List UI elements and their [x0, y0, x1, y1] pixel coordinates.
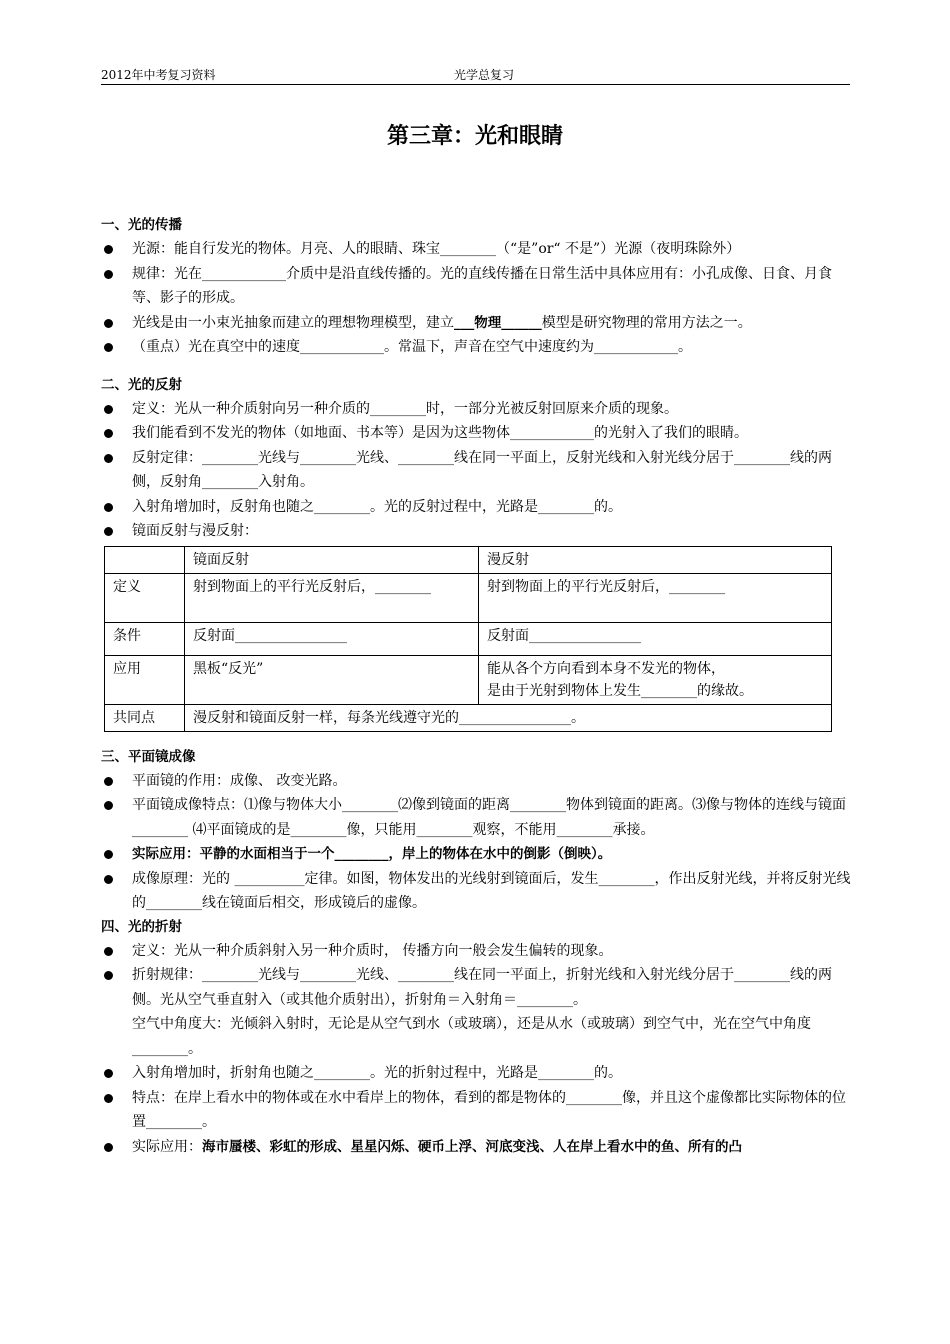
- section-heading-refraction: 四、光的折射: [101, 918, 182, 935]
- table-cell: 定义: [105, 573, 185, 622]
- table-cell: [105, 546, 185, 573]
- list-item: 平面镜的作用：成像、 改变光路。: [101, 769, 853, 794]
- list-item: 入射角增加时，折射角也随之________。光的折射过程中，光路是________的。: [101, 1061, 853, 1086]
- header-rule: [101, 84, 850, 85]
- table-cell: 共同点: [105, 704, 185, 731]
- emphasis-text: 海市蜃楼、彩虹的形成、星星闪烁、硬币上浮、河底变浅、人在岸上看水中的鱼、所有的凸: [202, 1138, 742, 1155]
- section-heading-plane-mirror: 三、平面镜成像: [101, 748, 196, 765]
- list-item: 折射规律：________光线与________光线、________线在同一平面上，折射光线和入射光线分居于________线的两侧。光从空气垂直射入（或其他介质射出），折射角＝入射角＝________。: [101, 963, 853, 1012]
- page-title: 第三章：光和眼睛: [386, 124, 563, 149]
- table-cell: 反射面________________: [185, 622, 479, 655]
- page-header: [101, 66, 850, 84]
- table-cell: 应用: [105, 655, 185, 704]
- section-heading-propagation: 一、光的传播: [101, 217, 182, 233]
- list-item: 光源：能自行发光的物体。月亮、人的眼睛、珠宝________（“是”or“ 不是”）光源（夜明珠除外）: [101, 237, 853, 262]
- table-cell: 黑板“反光”: [185, 655, 479, 704]
- list-item-continuation: 空气中角度大：光倾斜入射时，无论是从空气到水（或玻璃），还是从水（或玻璃）到空气中，光在空气中角度________。: [132, 1016, 811, 1057]
- table-cell: 射到物面上的平行光反射后，________: [479, 573, 832, 622]
- cell-line: 能从各个方向看到本身不发光的物体，: [487, 660, 725, 677]
- table-row: [105, 622, 832, 655]
- header-center: 光学总复习: [454, 68, 515, 82]
- list-item: 入射角增加时，反射角也随之________。光的反射过程中，光路是________的。: [101, 495, 853, 520]
- table-cell: 漫反射和镜面反射一样，每条光线遵守光的________________。: [185, 704, 832, 731]
- table-cell: 反射面________________: [479, 622, 832, 655]
- list-item: 镜面反射与漫反射：: [101, 519, 853, 544]
- list-item: 实际应用：海市蜃楼、彩虹的形成、星星闪烁、硬币上浮、河底变浅、人在岸上看水中的鱼、所有的凸: [101, 1135, 853, 1160]
- table-row: [105, 573, 832, 622]
- table-cell: [479, 655, 832, 704]
- table-cell: 射到物面上的平行光反射后，________: [185, 573, 479, 622]
- list-item: 反射定律：________光线与________光线、________线在同一平面上，反射光线和入射光线分居于________线的两侧，反射角________入射角。: [101, 446, 853, 495]
- list-item: 成像原理：光的 __________定律。如图，物体发出的光线射到镜面后，发生________，作出反射光线，并将反射光线的________线在镜面后相交，形成镜后的虚像。: [101, 867, 853, 916]
- list-item: 特点：在岸上看水中的物体或在水中看岸上的物体，看到的都是物体的________像，并且这个虚像都比实际物体的位置________。: [101, 1086, 853, 1135]
- list-item: （重点）光在真空中的速度____________。常温下，声音在空气中速度约为____________。: [101, 335, 853, 360]
- list-item: 光线是由一小束光抽象而建立的理想物理模型，建立___物理______模型是研究物理的常用方法之一。: [101, 311, 853, 336]
- emphasis-text: ___物理______: [454, 314, 542, 331]
- table-row: [105, 704, 832, 731]
- table-cell: 条件: [105, 622, 185, 655]
- list-item: 我们能看到不发光的物体（如地面、书本等）是因为这些物体____________的光射入了我们的眼睛。: [101, 421, 853, 446]
- list-item: 平面镜成像特点：⑴像与物体大小________⑵像到镜面的距离________物体到镜面的距离。⑶像与物体的连线与镜面________ ⑷平面镜成的是________像，只能用________观察，不能用________承接。: [101, 793, 853, 842]
- list-item: 实际应用：平静的水面相当于一个________，岸上的物体在水中的倒影（倒映）。: [101, 842, 853, 867]
- reflection-comparison-table: [104, 546, 832, 732]
- document-body: [101, 214, 853, 1159]
- table-header-cell: 镜面反射: [185, 546, 479, 573]
- table-row: [105, 546, 832, 573]
- header-left: 2012年中考复习资料: [101, 68, 216, 82]
- cell-line: 是由于光射到物体上发生________的缘故。: [487, 682, 753, 699]
- table-row: [105, 655, 832, 704]
- list-item: 规律：光在____________介质中是沿直线传播的。光的直线传播在日常生活中具体应用有：小孔成像、日食、月食等、影子的形成。: [101, 262, 853, 311]
- table-header-cell: 漫反射: [479, 546, 832, 573]
- list-item: 定义：光从一种介质射向另一种介质的________时，一部分光被反射回原来介质的现象。: [101, 397, 853, 422]
- list-item: 定义：光从一种介质斜射入另一种介质时， 传播方向一般会发生偏转的现象。: [101, 939, 853, 964]
- section-heading-reflection: 二、光的反射: [101, 376, 182, 393]
